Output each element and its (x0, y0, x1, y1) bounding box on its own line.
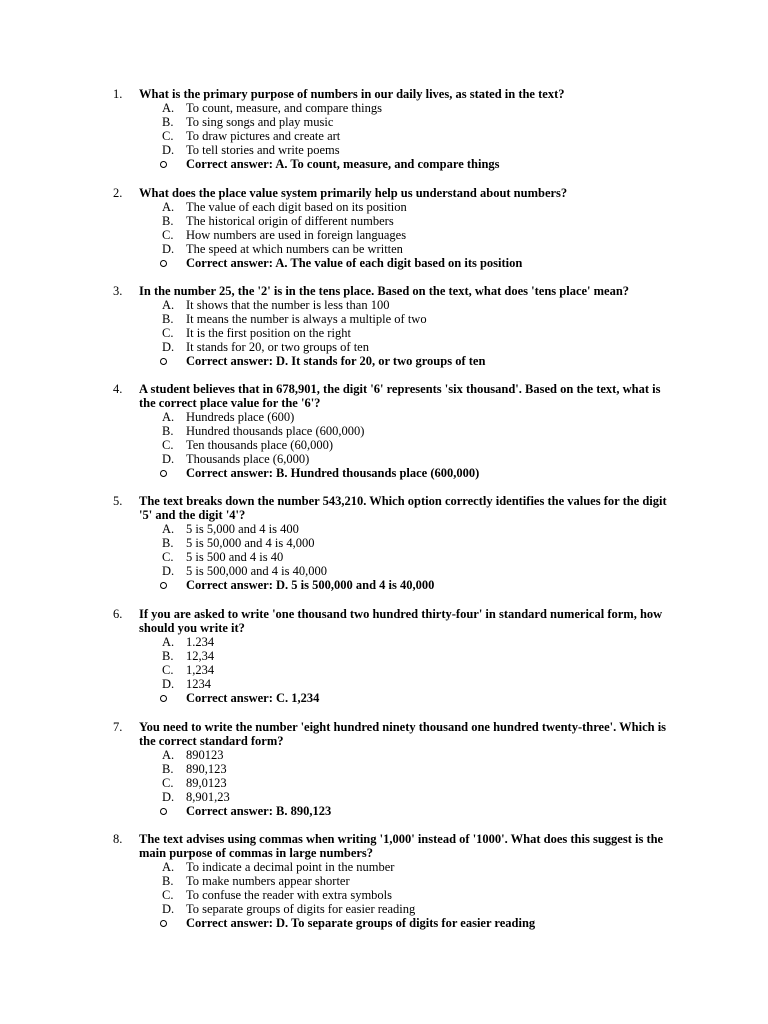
question-header (0, 284, 768, 298)
option-text: Ten thousands place (60,000) (186, 438, 334, 453)
option-text: It stands for 20, or two groups of ten (186, 340, 369, 355)
question-1 (0, 87, 768, 171)
option-letter: B. (162, 312, 174, 327)
hollow-bullet-icon (160, 582, 167, 589)
option-b (0, 762, 768, 776)
option-text: Thousands place (6,000) (186, 452, 310, 467)
option-c (0, 228, 768, 242)
answer-text: Correct answer: A. To count, measure, and compare things (186, 157, 500, 172)
option-letter: C. (162, 129, 174, 144)
option-letter: C. (162, 228, 174, 243)
answer-text: Correct answer: B. Hundred thousands place (600,000) (186, 466, 480, 481)
correct-answer (0, 354, 768, 368)
option-b (0, 115, 768, 129)
option-list (0, 635, 768, 705)
hollow-bullet-icon (160, 470, 167, 477)
question-3 (0, 284, 768, 368)
option-text: 5 is 50,000 and 4 is 4,000 (186, 536, 315, 551)
question-text: In the number 25, the '2' is in the tens place. Based on the text, what does 'tens place' mean? (139, 284, 630, 298)
question-8 (0, 832, 768, 930)
option-text: The historical origin of different numbers (186, 214, 394, 229)
hollow-bullet-icon (160, 920, 167, 927)
question-6 (0, 607, 768, 705)
answer-text: Correct answer: D. It stands for 20, or two groups of ten (186, 354, 486, 369)
option-letter: B. (162, 214, 174, 229)
option-text: To draw pictures and create art (186, 129, 341, 144)
question-number: 4. (113, 382, 123, 396)
hollow-bullet-icon (160, 161, 167, 168)
option-letter: A. (162, 200, 175, 214)
answer-text: Correct answer: C. 1,234 (186, 691, 320, 706)
option-text: How numbers are used in foreign languages (186, 228, 407, 243)
option-c (0, 550, 768, 564)
option-text: 890,123 (186, 762, 227, 777)
correct-answer (0, 916, 768, 930)
question-text: A student believes that in 678,901, the digit '6' represents 'six thousand'. Based on the text, what is the correct place value for the '6'? (139, 382, 661, 410)
option-d (0, 564, 768, 578)
option-letter: B. (162, 874, 174, 889)
option-d (0, 677, 768, 691)
option-letter: B. (162, 115, 174, 130)
question-text: What does the place value system primarily help us understand about numbers? (139, 186, 568, 200)
option-a (0, 748, 768, 762)
option-d (0, 790, 768, 804)
option-d (0, 242, 768, 256)
option-a (0, 410, 768, 424)
option-letter: A. (162, 748, 175, 762)
option-a (0, 635, 768, 649)
correct-answer (0, 691, 768, 705)
question-text: The text advises using commas when writing '1,000' instead of '1000'. What does this suggest is the main purpose of commas in large numbers? (139, 832, 664, 860)
option-text: To confuse the reader with extra symbols (186, 888, 393, 903)
option-text: 8,901,23 (186, 790, 230, 805)
option-text: It means the number is always a multiple of two (186, 312, 427, 327)
question-header (0, 382, 768, 410)
question-number: 7. (113, 720, 123, 734)
question-number: 8. (113, 832, 123, 846)
answer-text: Correct answer: B. 890,123 (186, 804, 332, 819)
option-letter: C. (162, 326, 174, 341)
option-c (0, 888, 768, 902)
question-number: 5. (113, 494, 123, 508)
option-text: 5 is 5,000 and 4 is 400 (186, 522, 299, 536)
option-text: To separate groups of digits for easier reading (186, 902, 416, 917)
option-text: To sing songs and play music (186, 115, 334, 130)
correct-answer (0, 256, 768, 270)
option-text: 5 is 500,000 and 4 is 40,000 (186, 564, 327, 579)
question-text: What is the primary purpose of numbers in our daily lives, as stated in the text? (139, 87, 565, 101)
option-list (0, 860, 768, 930)
option-text: Hundreds place (600) (186, 410, 295, 424)
option-list (0, 200, 768, 270)
option-b (0, 536, 768, 550)
option-letter: B. (162, 536, 174, 551)
question-number: 6. (113, 607, 123, 621)
question-header (0, 832, 768, 860)
option-letter: D. (162, 790, 175, 805)
option-text: The value of each digit based on its position (186, 200, 407, 214)
option-list (0, 748, 768, 818)
option-letter: D. (162, 564, 175, 579)
option-letter: A. (162, 101, 175, 115)
option-letter: C. (162, 663, 174, 678)
option-c (0, 663, 768, 677)
option-b (0, 214, 768, 228)
answer-text: Correct answer: D. 5 is 500,000 and 4 is 40,000 (186, 578, 435, 593)
option-text: To make numbers appear shorter (186, 874, 350, 889)
option-letter: D. (162, 242, 175, 257)
option-letter: A. (162, 298, 175, 312)
option-text: To tell stories and write poems (186, 143, 340, 158)
option-text: 890123 (186, 748, 224, 762)
option-text: It is the first position on the right (186, 326, 351, 341)
answer-text: Correct answer: D. To separate groups of digits for easier reading (186, 916, 536, 931)
question-5 (0, 494, 768, 592)
question-header (0, 186, 768, 200)
option-letter: B. (162, 762, 174, 777)
correct-answer (0, 157, 768, 171)
question-number: 3. (113, 284, 123, 298)
option-text: To indicate a decimal point in the number (186, 860, 395, 874)
option-b (0, 312, 768, 326)
option-letter: C. (162, 776, 174, 791)
option-a (0, 298, 768, 312)
hollow-bullet-icon (160, 260, 167, 267)
correct-answer (0, 804, 768, 818)
option-d (0, 902, 768, 916)
option-text: It shows that the number is less than 100 (186, 298, 390, 312)
option-a (0, 101, 768, 115)
option-d (0, 340, 768, 354)
option-c (0, 776, 768, 790)
option-letter: D. (162, 902, 175, 917)
option-text: The speed at which numbers can be written (186, 242, 403, 257)
option-b (0, 874, 768, 888)
question-header (0, 720, 768, 748)
option-d (0, 452, 768, 466)
option-c (0, 326, 768, 340)
option-list (0, 101, 768, 171)
option-letter: D. (162, 452, 175, 467)
option-letter: D. (162, 143, 175, 158)
option-text: Hundred thousands place (600,000) (186, 424, 365, 439)
option-a (0, 200, 768, 214)
option-list (0, 410, 768, 480)
correct-answer (0, 578, 768, 592)
option-text: 12,34 (186, 649, 215, 664)
option-letter: C. (162, 888, 174, 903)
hollow-bullet-icon (160, 695, 167, 702)
question-7 (0, 720, 768, 818)
answer-text: Correct answer: A. The value of each digit based on its position (186, 256, 523, 271)
hollow-bullet-icon (160, 358, 167, 365)
question-number: 1. (113, 87, 123, 101)
correct-answer (0, 466, 768, 480)
question-text: If you are asked to write 'one thousand two hundred thirty-four' in standard numerical form, how should you write it? (139, 607, 663, 635)
question-text: The text breaks down the number 543,210. Which option correctly identifies the values for the digit '5' and the digit '4'? (139, 494, 667, 522)
hollow-bullet-icon (160, 808, 167, 815)
option-letter: A. (162, 410, 175, 424)
option-letter: A. (162, 522, 175, 536)
option-list (0, 298, 768, 368)
option-letter: D. (162, 340, 175, 355)
option-a (0, 860, 768, 874)
option-text: 1.234 (186, 635, 215, 649)
option-letter: B. (162, 424, 174, 439)
question-text: You need to write the number 'eight hundred ninety thousand one hundred twenty-three'. Which is the correct standard form? (139, 720, 667, 748)
option-letter: A. (162, 860, 175, 874)
option-letter: D. (162, 677, 175, 692)
option-letter: C. (162, 550, 174, 565)
option-text: To count, measure, and compare things (186, 101, 382, 115)
question-header (0, 607, 768, 635)
option-b (0, 649, 768, 663)
question-2 (0, 186, 768, 270)
option-c (0, 129, 768, 143)
option-list (0, 522, 768, 592)
option-a (0, 522, 768, 536)
question-header (0, 494, 768, 522)
option-b (0, 424, 768, 438)
option-text: 89,0123 (186, 776, 227, 791)
option-text: 1,234 (186, 663, 215, 678)
option-c (0, 438, 768, 452)
question-header (0, 87, 768, 101)
option-letter: A. (162, 635, 175, 649)
option-text: 5 is 500 and 4 is 40 (186, 550, 284, 565)
option-letter: C. (162, 438, 174, 453)
question-4 (0, 382, 768, 480)
question-number: 2. (113, 186, 123, 200)
option-letter: B. (162, 649, 174, 664)
option-d (0, 143, 768, 157)
option-text: 1234 (186, 677, 211, 692)
